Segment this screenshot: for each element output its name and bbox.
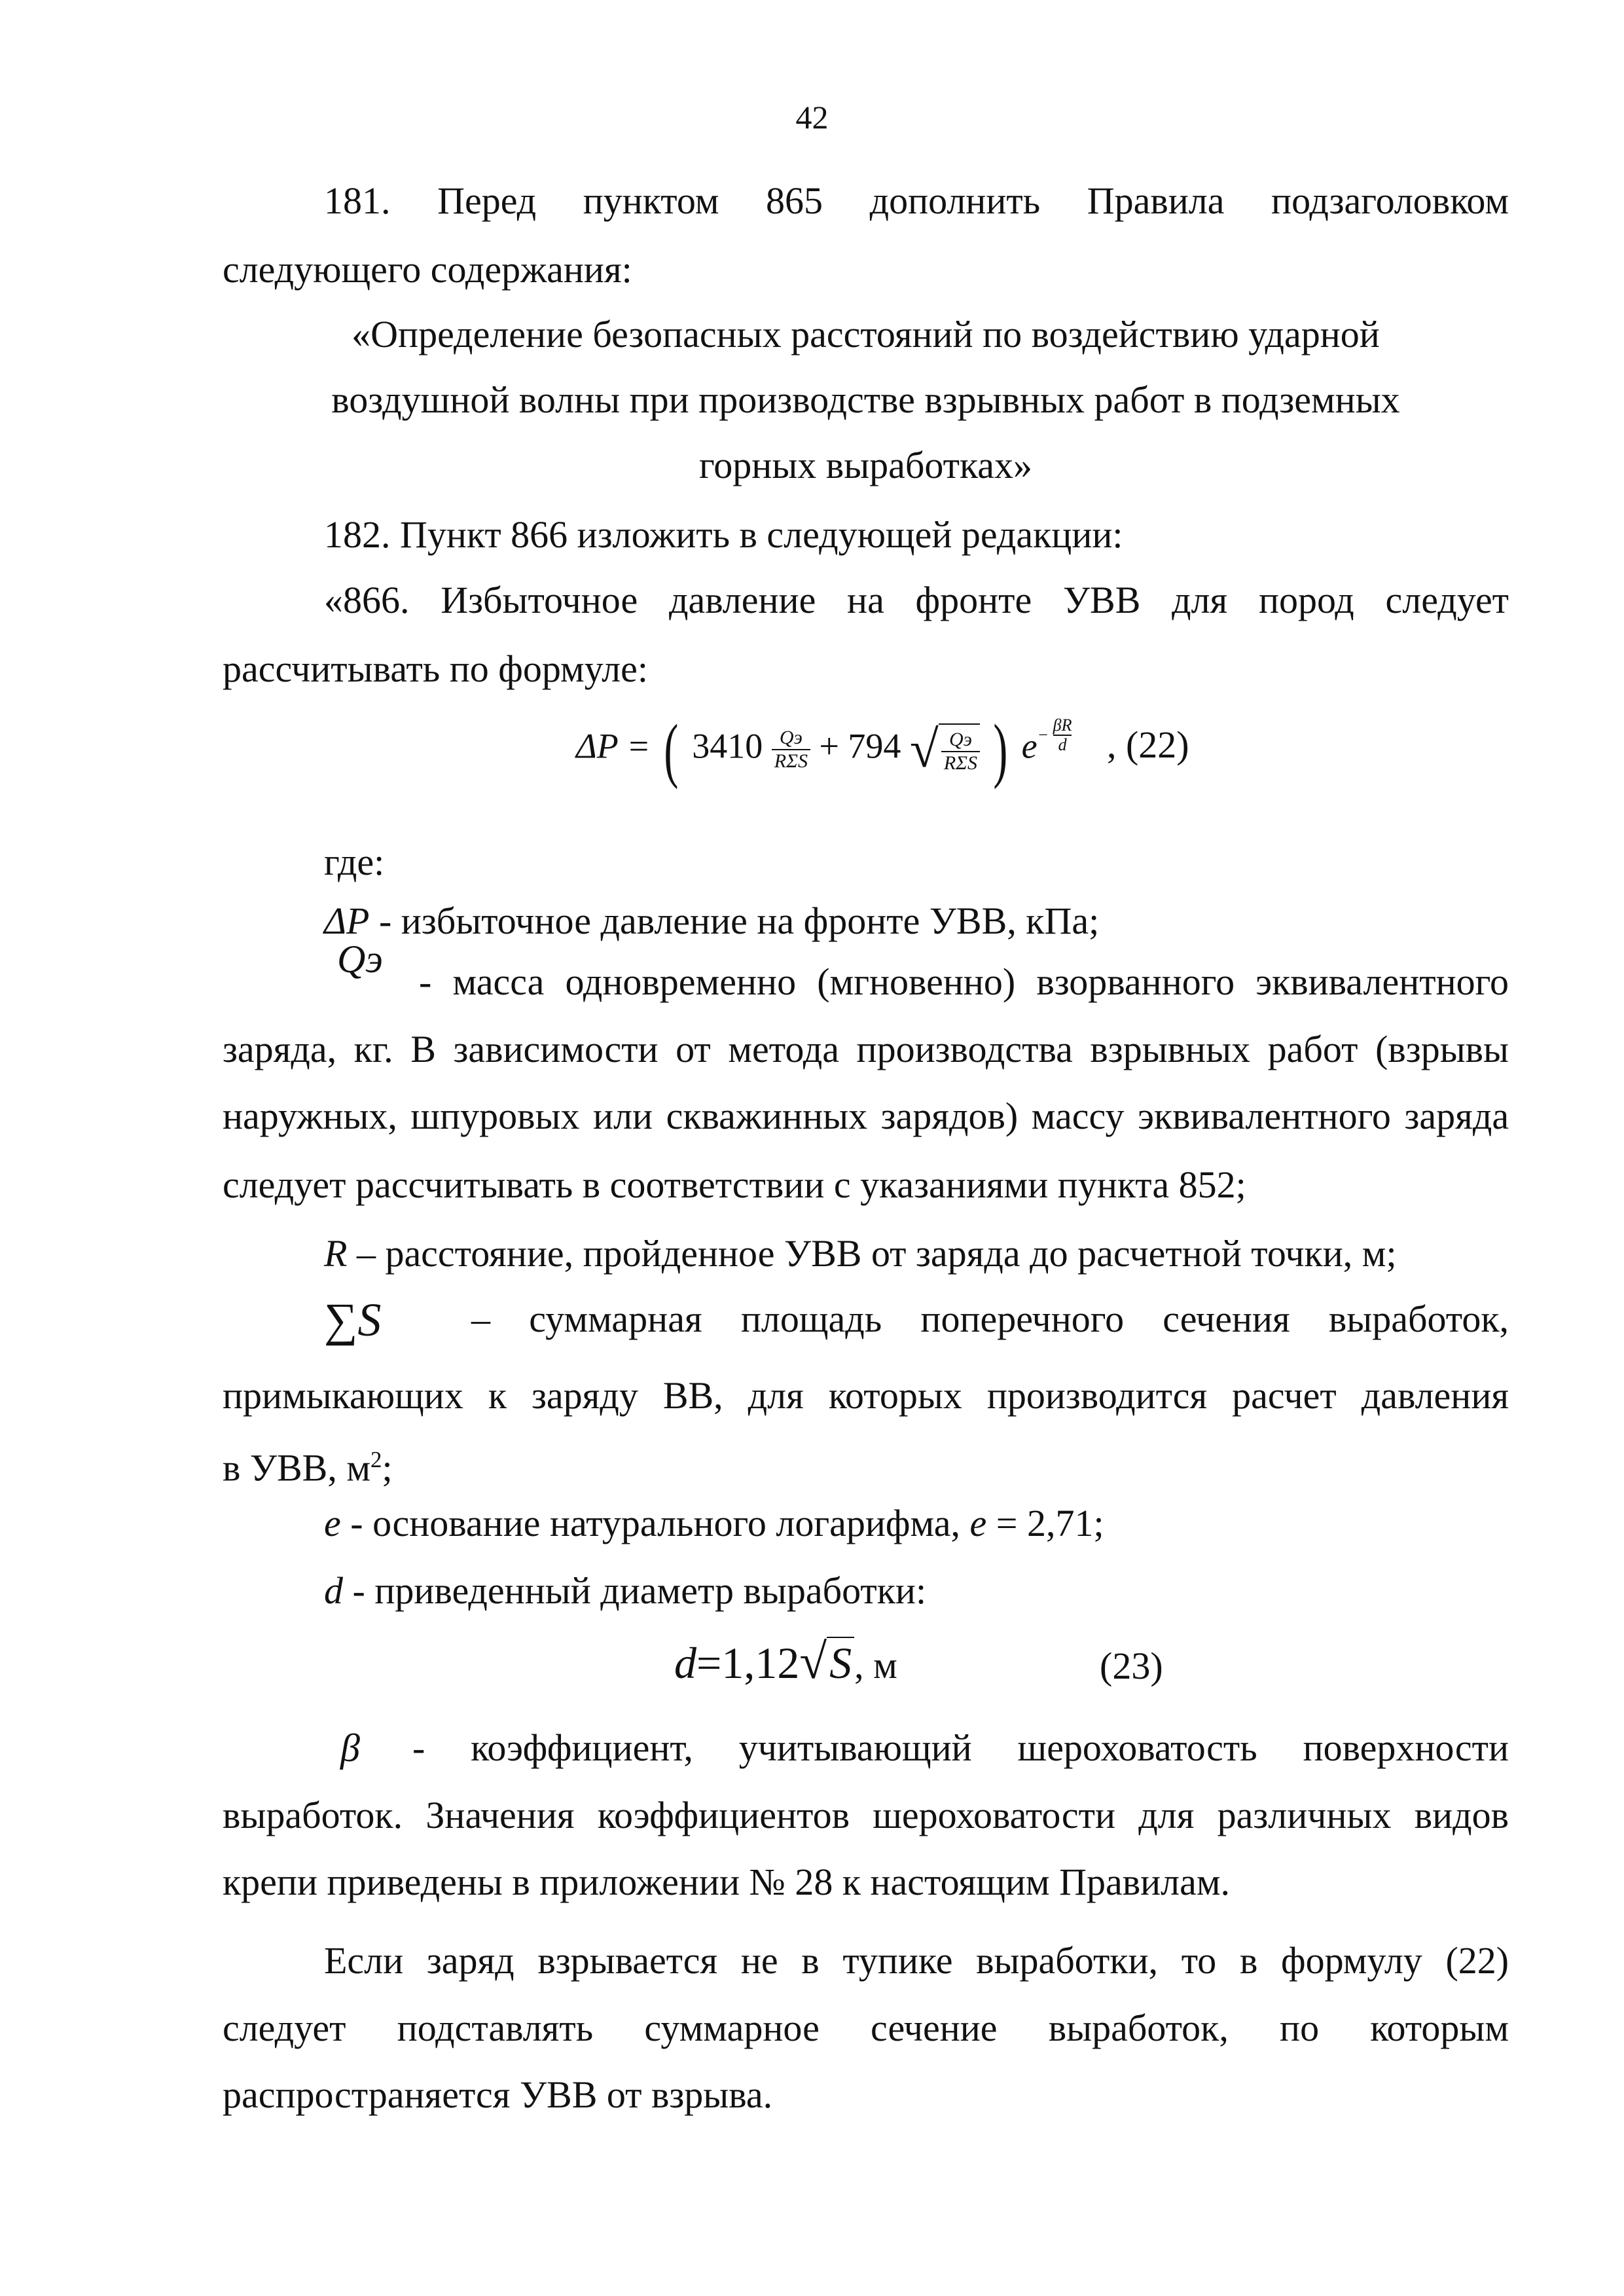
word: подставлять [397, 2007, 594, 2049]
frac-numerator: Qэ [772, 727, 810, 750]
word: – [471, 1298, 490, 1340]
formula-22-exponent: − $\frac{\beta R}{d}$ [1037, 716, 1072, 755]
word: на [847, 579, 884, 621]
word: подзаголовком [1271, 179, 1509, 222]
exp-denominator: d [1058, 735, 1067, 755]
word: одновременно [565, 960, 797, 1003]
last-para-line-3: распространяется УВВ от взрыва. [223, 2073, 773, 2116]
word: производится [986, 1374, 1208, 1417]
word: которым [1370, 2007, 1509, 2049]
formula-22-sqrt [910, 720, 980, 780]
formula-22-e: e [1021, 726, 1038, 766]
word: взрывных [1090, 1028, 1251, 1070]
def-e: e - основание натурального логарифма, e = 2,71; [324, 1502, 1104, 1544]
word: пород [1258, 579, 1354, 621]
word: не [740, 1939, 778, 1982]
word: или [593, 1095, 653, 1137]
last-para-line-1 [324, 1938, 1509, 1984]
word: шпуровых [410, 1095, 580, 1137]
word: следует [223, 2007, 346, 2049]
word: дополнить [869, 179, 1041, 222]
word: то [1181, 1939, 1217, 1982]
word: производства [856, 1028, 1073, 1070]
formula-22 [576, 710, 1189, 790]
word: фронте [915, 579, 1032, 621]
word: суммарное [644, 2007, 820, 2049]
word: которых [828, 1374, 962, 1417]
word: массу [1031, 1095, 1125, 1137]
word: заряду [531, 1374, 638, 1417]
word: поперечного [920, 1298, 1125, 1340]
def-beta-line-1 [412, 1725, 1509, 1771]
word: суммарная [529, 1298, 702, 1340]
page-number: 42 [795, 99, 829, 136]
def-q-line-1 [419, 959, 1509, 1005]
word: сечения [1163, 1298, 1290, 1340]
word: выработок. [223, 1794, 403, 1836]
formula-22-lhs: ΔP = [576, 726, 651, 766]
sqrt-denominator: RΣS [943, 752, 977, 774]
def-r [324, 1231, 1397, 1277]
word: «866. [324, 579, 410, 621]
def-sum-s-line-1 [471, 1296, 1509, 1342]
def-q-symbol: Qэ [337, 938, 383, 981]
word: коэффициент, [471, 1726, 693, 1769]
word: для [1138, 1794, 1195, 1836]
word: к [488, 1374, 507, 1417]
formula-22-coef-1: 3410 [692, 726, 763, 766]
formula-23-radicand: S [827, 1637, 854, 1688]
formula-22-fraction [772, 727, 810, 773]
word: работ [1267, 1028, 1358, 1070]
word: масса [452, 960, 545, 1003]
formula-23-label: (23) [1100, 1645, 1163, 1687]
word: учитывающий [738, 1726, 972, 1769]
word: - [419, 960, 432, 1003]
word: зависимости [453, 1028, 659, 1070]
word: поверхности [1303, 1726, 1509, 1769]
word: В [410, 1028, 436, 1070]
radical-sign-23: √ [799, 1634, 827, 1689]
para-181-line-1 [324, 178, 1509, 224]
word: Значения [425, 1794, 575, 1836]
def-d: d - приведенный диаметр выработки: [324, 1569, 927, 1612]
word: выработок, [1048, 2007, 1229, 2049]
word: в [1239, 1939, 1258, 1982]
def-delta-p [324, 898, 1099, 944]
word: эквивалентного [1138, 1095, 1391, 1137]
word: Если [324, 1939, 404, 1982]
where-label: где: [324, 841, 385, 883]
word: заряда, [223, 1028, 337, 1070]
word: заряд [426, 1939, 514, 1982]
word: кг. [353, 1028, 393, 1070]
def-q-line-2 [223, 1027, 1509, 1072]
left-paren: ( [664, 710, 679, 790]
def-r-text: – расстояние, пройденное УВВ от заряда до расчетной точки, м; [347, 1232, 1397, 1275]
def-delta-p-symbol: ΔP [324, 900, 370, 942]
def-beta-line-3: крепи приведены в приложении № 28 к настоящим Правилам. [223, 1861, 1231, 1903]
word: пунктом [583, 179, 719, 222]
subheading-line-2: воздушной волны при производстве взрывных работ в подземных [331, 378, 1400, 421]
word: УВВ [1062, 579, 1141, 621]
word: наружных, [223, 1095, 397, 1137]
word: выработки, [976, 1939, 1159, 1982]
def-q-line-3 [223, 1093, 1509, 1139]
word: (взрывы [1375, 1028, 1509, 1070]
word: ВВ, [662, 1374, 723, 1417]
word: метода [728, 1028, 839, 1070]
exp-numerator: βR [1053, 716, 1072, 735]
def-beta-symbol: β [340, 1726, 360, 1770]
word: эквивалентного [1255, 960, 1509, 1003]
word: Перед [437, 179, 537, 222]
formula-23-eq: =1,12 [696, 1638, 800, 1688]
last-para-line-2 [223, 2005, 1509, 2051]
word: шероховатость [1017, 1726, 1257, 1769]
word: заряда [1404, 1095, 1509, 1137]
word: площадь [740, 1298, 882, 1340]
def-delta-p-text: - избыточное давление на фронте УВВ, кПа; [369, 900, 1100, 942]
def-sum-s-line-2 [223, 1373, 1509, 1419]
right-paren: ) [993, 710, 1008, 790]
word: взрывается [537, 1939, 718, 1982]
word: шероховатости [873, 1794, 1116, 1836]
word: следует [1385, 579, 1509, 621]
subheading-line-3: горных выработках» [698, 444, 1033, 486]
para-181-line-2: следующего содержания: [223, 248, 632, 291]
def-beta-line-2 [223, 1793, 1509, 1838]
subheading-line-1: «Определение безопасных расстояний по воздействию ударной [352, 313, 1380, 355]
word: 181. [324, 179, 391, 222]
def-q-line-4: следует рассчитывать в соответствии с указаниями пункта 852; [223, 1163, 1246, 1206]
word: различных [1217, 1794, 1392, 1836]
word: для [1172, 579, 1228, 621]
formula-23-unit: , м [854, 1644, 897, 1686]
word: (мгновенно) [817, 960, 1016, 1003]
sqrt-numerator: Qэ [941, 729, 980, 752]
word: формулу [1281, 1939, 1422, 1982]
word: - [412, 1726, 425, 1769]
formula-22-label: , (22) [1106, 723, 1189, 767]
word: давления [1361, 1374, 1509, 1417]
word: выработок, [1328, 1298, 1509, 1340]
formula-23-lhs: d [674, 1638, 696, 1688]
def-sum-s-line-3: в УВВ, $м^2$; [223, 1446, 393, 1489]
word: от [676, 1028, 711, 1070]
word: примыкающих [223, 1374, 463, 1417]
formula-22-plus: + 794 [819, 726, 901, 766]
word: в [801, 1939, 820, 1982]
word: взорванного [1036, 960, 1235, 1003]
word: зарядов) [880, 1095, 1019, 1137]
def-sum-s-symbol: ∑S [324, 1294, 382, 1346]
word: для [748, 1374, 804, 1417]
word: тупике [842, 1939, 953, 1982]
word: Правила [1087, 179, 1225, 222]
word: сечение [871, 2007, 998, 2049]
formula-23 [674, 1633, 897, 1690]
word: давление [668, 579, 816, 621]
word: видов [1414, 1794, 1509, 1836]
radical-sign: √ [909, 720, 939, 778]
word: скважинных [666, 1095, 868, 1137]
word: расчет [1232, 1374, 1337, 1417]
word: по [1280, 2007, 1320, 2049]
frac-denominator: RΣS [774, 750, 808, 772]
word: коэффициентов [597, 1794, 850, 1836]
para-866-line-2: рассчитывать по формуле: [223, 647, 648, 690]
def-r-symbol: R [324, 1232, 348, 1275]
word: (22) [1445, 1939, 1509, 1982]
para-182: 182. Пункт 866 изложить в следующей редакции: [324, 513, 1123, 556]
word: 865 [766, 179, 823, 222]
para-866-line-1 [324, 577, 1509, 623]
word: Избыточное [441, 579, 638, 621]
